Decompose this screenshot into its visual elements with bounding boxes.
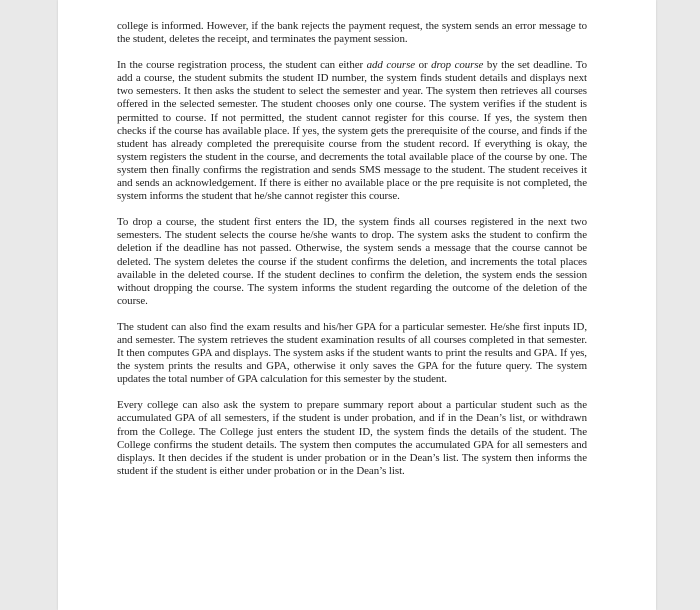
paragraph-exam-results xyxy=(117,321,587,386)
paragraph-text: To drop a course, the student first enters the ID, the system finds all courses registered in the next two semesters. The student selects the course he/she wants to drop. The system asks the student to confirm the deletion if the deadline has not passed. Otherwise, the system sends a message that the course cannot be deleted. The system deletes the course if the student confirms the deletion, and increments the total places available in the deleted course. If the student declines to confirm the deletion, the system ends the session without dropping the course. The system informs the student regarding the outcome of the deletion of the course. xyxy=(117,216,587,307)
paragraph-text: In the course registration process, the student can either xyxy=(117,59,367,72)
paragraph-text: or xyxy=(415,59,432,72)
document-body xyxy=(117,20,587,491)
paragraph-drop-course xyxy=(117,216,587,308)
document-page xyxy=(58,0,656,610)
paragraph-text: by the set deadline. To add a course, the student submits the student ID number, the system finds student details and displays next two semesters. It then asks the student to select the semester and year. The system then retrieves all courses offered in the selected semester. The student chooses only one course. The system verifies if the student is permitted to course. If not permitted, the student cannot register for this course. If yes, the system then checks if the course has available place. If yes, the system gets the prerequisite of the course, and finds if the student has already completed the prerequisite course from the student record. If everything is okay, the system registers the student in the course, and decrements the total available place of the course by one. The system then finally confirms the registration and sends SMS message to the student. The student receives it and sends an acknowledgement. If there is either no available place or the pre requisite is not completed, the system informs the student that he/she cannot register this course. xyxy=(117,59,587,203)
paragraph-text: Every college can also ask the system to prepare summary report about a particular student such as the accumulated GPA of all semesters, if the student is under probation, and if in the Dean’s list, or withdrawn from the College. The College just enters the student ID, the system finds the details of the student. The College confirms the student details. The system then computes the accumulated GPA for all semesters and displays. It then decides if the student is under probation or in the Dean’s list. The system then informs the student if the student is either under probation or in the Dean’s list. xyxy=(117,399,587,477)
paragraph-payment-rejection xyxy=(117,20,587,46)
paragraph-text: The student can also find the exam results and his/her GPA for a particular semester. He/she first inputs ID, and semester. The system retrieves the student examination results of all courses completed in that semester. It then computes GPA and displays. The system asks if the student wants to print the results and GPA. If yes, the system prints the results and GPA, otherwise it only saves the GPA for the future query. The system updates the total number of GPA calculation for this semester by the student. xyxy=(117,320,587,386)
paragraph-course-registration xyxy=(117,59,587,203)
drop-course-term: drop course xyxy=(431,59,484,72)
add-course-term: add course xyxy=(366,59,416,72)
paragraph-summary-report xyxy=(117,399,587,478)
paragraph-text: college is informed. However, if the bank rejects the payment request, the system sends an error message to the student, deletes the receipt, and terminates the payment session. xyxy=(117,20,587,46)
